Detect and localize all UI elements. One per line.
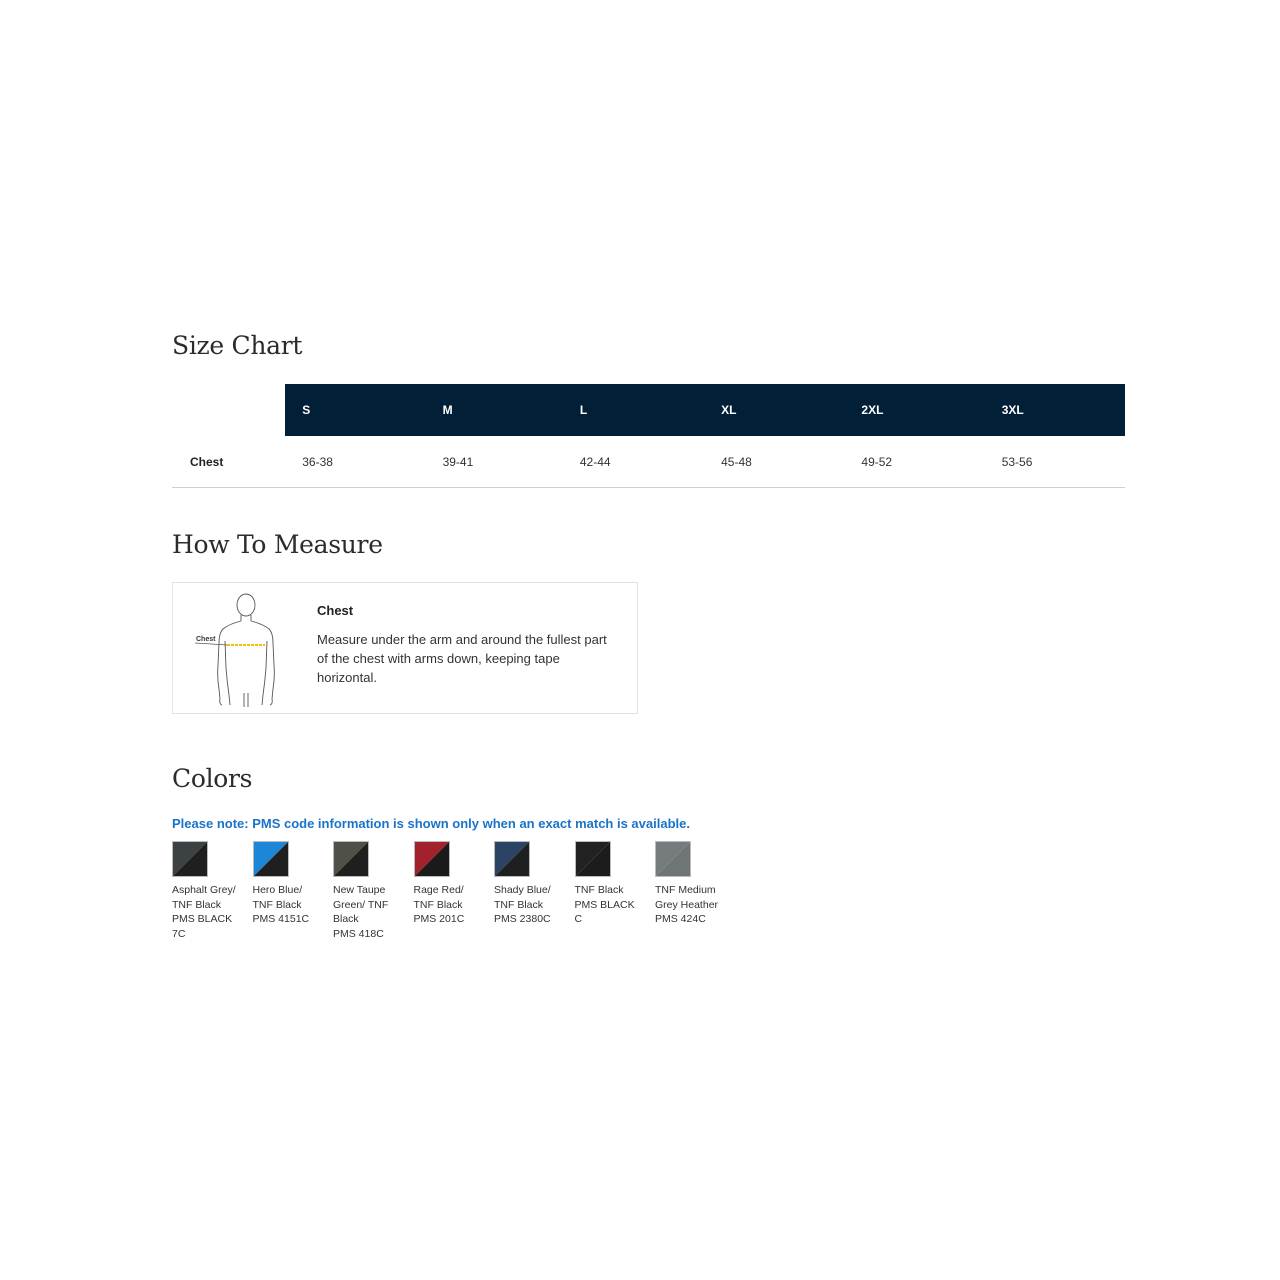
- color-swatch[interactable]: [494, 841, 530, 877]
- measure-description: Measure under the arm and around the fullest part of the chest with arms down, keeping tape horizontal.: [317, 632, 607, 685]
- color-swatch-list: [172, 841, 1125, 941]
- size-header-l: L: [580, 384, 721, 436]
- size-chart-table: [172, 384, 1125, 488]
- chest-value-l: 42-44: [580, 436, 721, 488]
- chest-value-s: 36-38: [285, 436, 442, 488]
- swatch-label: Hero Blue/ TNF Black PMS 4151C: [252, 884, 310, 925]
- list-item[interactable]: [172, 841, 253, 941]
- color-swatch[interactable]: [172, 841, 208, 877]
- chest-value-m: 39-41: [443, 436, 580, 488]
- color-swatch[interactable]: [575, 841, 611, 877]
- swatch-label: Shady Blue/ TNF Black PMS 2380C: [494, 884, 551, 925]
- row-label-chest: Chest: [172, 436, 285, 488]
- chest-value-3xl: 53-56: [1002, 436, 1125, 488]
- list-item[interactable]: [655, 841, 736, 941]
- list-item[interactable]: [414, 841, 495, 941]
- swatch-label: Asphalt Grey/ TNF Black PMS BLACK 7C: [172, 884, 236, 940]
- size-header-xl: XL: [721, 384, 861, 436]
- measure-card: [172, 582, 638, 714]
- chest-value-2xl: 49-52: [861, 436, 1001, 488]
- swatch-label: Rage Red/ TNF Black PMS 201C: [413, 884, 465, 925]
- measure-text: [317, 603, 617, 687]
- list-item[interactable]: [333, 841, 414, 941]
- color-swatch[interactable]: [414, 841, 450, 877]
- swatch-label: TNF Black PMS BLACK C: [574, 884, 635, 925]
- size-header-2xl: 2XL: [861, 384, 1001, 436]
- swatch-label: New Taupe Green/ TNF Black PMS 418C: [333, 884, 389, 940]
- chest-value-xl: 45-48: [721, 436, 861, 488]
- list-item[interactable]: [494, 841, 575, 941]
- body-outline-icon: [191, 593, 301, 708]
- swatch-label: TNF Medium Grey Heather PMS 424C: [655, 884, 719, 925]
- how-to-measure-title: How To Measure: [172, 530, 383, 559]
- pms-note: Please note: PMS code information is shown only when an exact match is available.: [172, 816, 690, 831]
- list-item[interactable]: [253, 841, 334, 941]
- figure-chest-label: Chest: [196, 636, 216, 643]
- color-swatch[interactable]: [253, 841, 289, 877]
- size-header-3xl: 3XL: [1002, 384, 1125, 436]
- color-swatch[interactable]: [333, 841, 369, 877]
- chest-measurement-figure: [191, 593, 301, 708]
- size-chart-title: Size Chart: [172, 331, 303, 360]
- page-content: [172, 326, 1125, 941]
- size-header-row: [172, 384, 1125, 436]
- colors-title: Colors: [172, 764, 253, 793]
- color-swatch[interactable]: [655, 841, 691, 877]
- list-item[interactable]: [575, 841, 656, 941]
- size-header-s: S: [285, 384, 442, 436]
- table-row: [172, 436, 1125, 488]
- measure-item-label: Chest: [317, 603, 354, 618]
- header-corner-cell: [172, 384, 285, 436]
- size-header-m: M: [443, 384, 580, 436]
